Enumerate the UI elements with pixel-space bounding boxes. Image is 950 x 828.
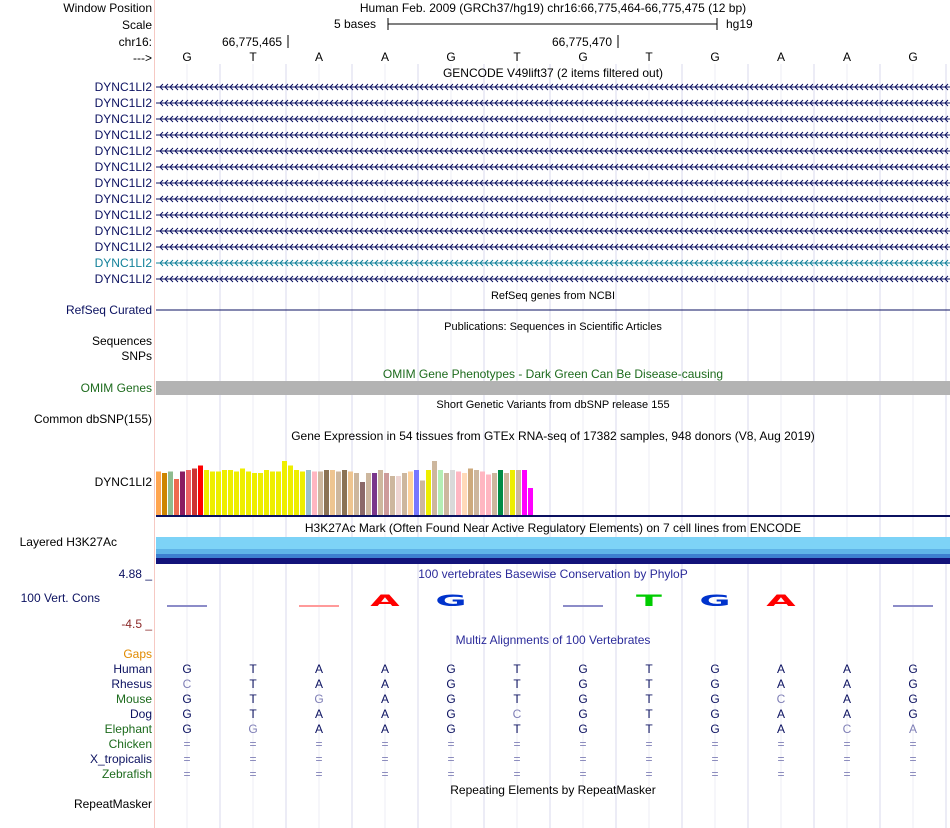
species-label-elephant[interactable]: Elephant [104, 722, 152, 736]
gtex-tissue-bar [294, 470, 299, 515]
gtex-tissue-bar [444, 473, 449, 515]
alignment-base: A [380, 722, 389, 736]
alignment-base: = [645, 767, 653, 781]
gtex-tissue-bar [222, 470, 227, 515]
gtex-tissue-bar [210, 472, 215, 516]
alignment-base: = [513, 752, 521, 766]
gtex-tissue-bar [438, 470, 443, 515]
gtex-tissue-bar [192, 469, 197, 516]
alignment-base: = [645, 737, 653, 751]
track-labels-panel [0, 0, 152, 828]
h3k27ac-band [156, 537, 950, 549]
alignment-base: = [579, 767, 587, 781]
alignment-base: G [182, 707, 192, 721]
gencode-row-label[interactable]: DYNC1LI2 [94, 240, 152, 254]
gtex-tissue-bar [432, 461, 437, 515]
label-separator [154, 0, 155, 828]
refseq-curated-label[interactable]: RefSeq Curated [65, 303, 152, 317]
alignment-base: C [842, 722, 852, 736]
alignment-base: T [645, 707, 653, 721]
gtex-tissue-bar [156, 472, 161, 516]
alignment-base: T [249, 662, 257, 676]
window-position-label[interactable]: Window Position [63, 1, 152, 15]
gtex-tissue-bar [180, 472, 185, 516]
alignment-base: C [512, 707, 522, 721]
alignment-base: = [645, 752, 653, 766]
alignment-base: A [380, 707, 389, 721]
scale-bar-text: 5 bases [334, 17, 377, 31]
gtex-tissue-bar [420, 481, 425, 516]
alignment-base: G [446, 707, 456, 721]
h3k27ac-band [156, 549, 950, 554]
species-label-x_tropicalis[interactable]: X_tropicalis [89, 752, 152, 766]
phylop-track-title: 100 vertebrates Basewise Conservation by PhyloP [418, 567, 688, 581]
gencode-row-label[interactable]: DYNC1LI2 [94, 128, 152, 142]
alignment-base: A [314, 722, 323, 736]
phylop-letter: A [766, 591, 796, 610]
h3k27ac-band [156, 554, 950, 558]
gtex-tissue-bar [336, 472, 341, 516]
alignment-base: T [249, 707, 257, 721]
reference-base: A [776, 50, 785, 64]
alignment-base: T [645, 662, 653, 676]
chrom-label[interactable]: chr16: [118, 35, 152, 49]
alignment-base: G [182, 722, 192, 736]
alignment-base: G [710, 692, 720, 706]
data-tracks-panel[interactable] [156, 0, 950, 828]
reference-base: A [314, 50, 323, 64]
gencode-row-label[interactable]: DYNC1LI2 [94, 272, 152, 286]
alignment-base: T [645, 677, 653, 691]
gtex-tissue-bar [486, 475, 491, 516]
gencode-row-label[interactable]: DYNC1LI2 [94, 176, 152, 190]
phylop-low-score-bar [299, 605, 339, 607]
repeatmasker-track-title: Repeating Elements by RepeatMasker [450, 783, 656, 797]
species-label-rhesus[interactable]: Rhesus [111, 677, 152, 691]
sequences-label[interactable]: Sequences [91, 334, 152, 348]
gencode-row-label[interactable]: DYNC1LI2 [94, 256, 152, 270]
omim-gene-bar [156, 381, 950, 395]
alignment-base: = [381, 752, 389, 766]
gtex-tissue-bar [228, 470, 233, 515]
repeatmasker-label[interactable]: RepeatMasker [73, 797, 152, 811]
omim-track-title: OMIM Gene Phenotypes - Dark Green Can Be Disease-causing [382, 367, 724, 381]
alignment-base: = [909, 767, 917, 781]
gtex-tissue-bar [342, 470, 347, 515]
alignment-base: = [315, 752, 323, 766]
gtex-tissue-bar [186, 470, 191, 515]
gtex-tissue-bar [306, 470, 311, 515]
alignment-base: G [248, 722, 258, 736]
alignment-base: = [711, 767, 719, 781]
alignment-base: = [843, 737, 851, 751]
alignment-base: G [710, 707, 720, 721]
phylop-ymax-label: 4.88 _ [118, 567, 152, 581]
alignment-base: G [710, 662, 720, 676]
publications-track-title: Publications: Sequences in Scientific Articles [444, 321, 662, 333]
alignment-base: = [513, 767, 521, 781]
alignment-base: = [447, 737, 455, 751]
alignment-base: G [710, 677, 720, 691]
alignment-base: A [776, 677, 785, 691]
gtex-tissue-bar [348, 472, 353, 516]
gencode-row-label[interactable]: DYNC1LI2 [94, 160, 152, 174]
alignment-base: = [447, 752, 455, 766]
species-label-zebrafish[interactable]: Zebrafish [101, 767, 152, 781]
h3k27ac-band [156, 558, 950, 564]
alignment-base: = [315, 767, 323, 781]
alignment-base: T [513, 692, 521, 706]
alignment-base: = [579, 737, 587, 751]
scale-label[interactable]: Scale [121, 18, 152, 32]
phylop-letter: G [699, 591, 731, 610]
alignment-base: A [380, 662, 389, 676]
gtex-tissue-bar [390, 476, 395, 515]
strand-arrow-label[interactable]: ---> [133, 51, 152, 65]
gtex-tissue-bar [450, 470, 455, 515]
gtex-tissue-bar [492, 473, 497, 515]
alignment-base: T [645, 692, 653, 706]
gtex-tissue-bar [324, 470, 329, 515]
gtex-tissue-bar [414, 470, 419, 515]
alignment-base: G [446, 677, 456, 691]
gtex-tissue-bar [498, 470, 503, 515]
alignment-base: T [249, 692, 257, 706]
gtex-tissue-bar [270, 472, 275, 516]
gtex-tissue-bar [408, 472, 413, 516]
gtex-tissue-bar [474, 470, 479, 515]
gtex-tissue-bar [426, 470, 431, 515]
gtex-tissue-bar [240, 469, 245, 516]
omim-genes-label[interactable]: OMIM Genes [80, 381, 152, 395]
alignment-base: G [446, 722, 456, 736]
alignment-base: A [842, 662, 851, 676]
gtex-tissue-bar [366, 473, 371, 515]
alignment-base: A [314, 677, 323, 691]
gaps-label: Gaps [123, 647, 152, 661]
alignment-base: = [381, 737, 389, 751]
phylop-low-score-bar [563, 605, 603, 607]
alignment-base: G [446, 692, 456, 706]
alignment-base: = [249, 767, 257, 781]
reference-base: A [842, 50, 851, 64]
alignment-base: = [183, 752, 191, 766]
reference-base: T [513, 50, 521, 64]
alignment-base: A [776, 707, 785, 721]
gencode-row-label[interactable]: DYNC1LI2 [94, 112, 152, 126]
alignment-base: G [578, 677, 588, 691]
gtex-tissue-bar [360, 482, 365, 515]
alignment-base: A [776, 662, 785, 676]
alignment-base: T [513, 677, 521, 691]
alignment-base: A [842, 692, 851, 706]
alignment-base: T [249, 677, 257, 691]
h3k27ac-track-title: H3K27Ac Mark (Often Found Near Active Regulatory Elements) on 7 cell lines from ENCODE [304, 521, 802, 535]
gtex-tissue-bar [252, 473, 257, 515]
alignment-base: = [513, 737, 521, 751]
gtex-tissue-bar [402, 473, 407, 515]
gtex-tissue-bar [456, 472, 461, 516]
alignment-base: A [842, 677, 851, 691]
alignment-base: = [777, 737, 785, 751]
scale-db-text: hg19 [726, 17, 753, 31]
gtex-tissue-bar [480, 472, 485, 516]
alignment-base: C [776, 692, 786, 706]
reference-base: T [645, 50, 653, 64]
gtex-tissue-bar [288, 466, 293, 516]
gtex-tissue-bar [276, 472, 281, 516]
alignment-base: = [843, 767, 851, 781]
alignment-base: = [711, 752, 719, 766]
gtex-tissue-bar [504, 473, 509, 515]
gtex-tissue-bar [168, 472, 173, 516]
reference-base: G [578, 50, 588, 64]
gtex-tissue-bar [462, 473, 467, 515]
alignment-base: T [513, 662, 521, 676]
gencode-row-label[interactable]: DYNC1LI2 [94, 224, 152, 238]
species-label-dog[interactable]: Dog [129, 707, 152, 721]
tracks-canvas [156, 0, 950, 828]
gtex-gene-label[interactable]: DYNC1LI2 [94, 475, 152, 489]
reference-base: T [249, 50, 257, 64]
dbsnp-track-title: Short Genetic Variants from dbSNP release 155 [436, 399, 670, 411]
alignment-base: G [908, 662, 918, 676]
alignment-base: C [182, 677, 192, 691]
alignment-base: A [380, 677, 389, 691]
position-tick-1: 66,775,465 [222, 35, 283, 49]
alignment-base: G [446, 662, 456, 676]
alignment-base: G [578, 707, 588, 721]
alignment-base: = [777, 752, 785, 766]
gtex-tissue-bar [516, 470, 521, 515]
alignment-base: G [578, 662, 588, 676]
gtex-tissue-bar [468, 469, 473, 516]
gtex-tissue-bar [174, 479, 179, 515]
gtex-tissue-bar [510, 470, 515, 515]
gencode-track-title: GENCODE V49lift37 (2 items filtered out) [442, 66, 664, 80]
gtex-tissue-bar [300, 472, 305, 516]
gtex-tissue-bar [246, 472, 251, 516]
alignment-base: = [183, 737, 191, 751]
phylop-low-score-bar [167, 605, 207, 607]
alignment-base: = [909, 752, 917, 766]
alignment-base: = [777, 767, 785, 781]
alignment-base: = [579, 752, 587, 766]
alignment-base: G [578, 722, 588, 736]
alignment-base: = [249, 737, 257, 751]
phylop-letter: T [636, 591, 662, 610]
alignment-base: A [314, 662, 323, 676]
gtex-tissue-bar [312, 472, 317, 516]
alignment-base: = [249, 752, 257, 766]
alignment-base: = [183, 767, 191, 781]
alignment-base: = [843, 752, 851, 766]
layered-h3k27ac-label[interactable]: Layered H3K27Ac [19, 535, 117, 549]
species-label-human[interactable]: Human [113, 662, 152, 676]
reference-base: G [908, 50, 918, 64]
phylop-low-score-bar [893, 605, 933, 607]
gtex-tissue-bar [258, 473, 263, 515]
gtex-tissue-bar [378, 470, 383, 515]
gtex-tissue-bar [318, 472, 323, 516]
alignment-base: = [711, 737, 719, 751]
alignment-base: A [314, 707, 323, 721]
alignment-base: = [315, 737, 323, 751]
reference-base: A [380, 50, 389, 64]
gtex-track-title: Gene Expression in 54 tissues from GTEx RNA-seq of 17382 samples, 948 donors (V8, Aug 2019) [291, 429, 815, 443]
gtex-tissue-bar [354, 473, 359, 515]
gtex-tissue-bar [198, 466, 203, 516]
gtex-tissue-bar [216, 472, 221, 516]
gtex-tissue-bar [384, 473, 389, 515]
position-tick-2: 66,775,470 [552, 35, 613, 49]
alignment-base: G [908, 677, 918, 691]
gtex-tissue-bar [282, 461, 287, 515]
alignment-base: = [381, 767, 389, 781]
gtex-tissue-bar [162, 473, 167, 515]
phylop-letter: A [370, 591, 400, 610]
reference-base: G [710, 50, 720, 64]
phylop-letter: G [435, 591, 467, 610]
alignment-base: G [314, 692, 324, 706]
phylop-ymin-label: -4.5 _ [121, 617, 152, 631]
gencode-row-label[interactable]: DYNC1LI2 [94, 96, 152, 110]
reference-base: G [446, 50, 456, 64]
gencode-row-label[interactable]: DYNC1LI2 [94, 208, 152, 222]
phylop-track-label[interactable]: 100 Vert. Cons [20, 591, 100, 605]
gtex-tissue-bar [396, 476, 401, 515]
alignment-base: G [182, 662, 192, 676]
gencode-row-label[interactable]: DYNC1LI2 [94, 192, 152, 206]
gtex-tissue-bar [528, 488, 533, 515]
alignment-base: A [842, 707, 851, 721]
alignment-base: G [182, 692, 192, 706]
gencode-row-label[interactable]: DYNC1LI2 [94, 80, 152, 94]
species-label-mouse[interactable]: Mouse [115, 692, 152, 706]
gtex-tissue-bar [330, 470, 335, 515]
alignment-base: G [908, 692, 918, 706]
alignment-base: G [710, 722, 720, 736]
alignment-base: = [447, 767, 455, 781]
assembly-position-text: Human Feb. 2009 (GRCh37/hg19) chr16:66,775,464-66,775,475 (12 bp) [359, 1, 747, 15]
snps-label[interactable]: SNPs [121, 349, 152, 363]
alignment-base: A [380, 692, 389, 706]
refseq-track-title: RefSeq genes from NCBI [490, 290, 616, 302]
gencode-row-label[interactable]: DYNC1LI2 [94, 144, 152, 158]
alignment-base: G [908, 707, 918, 721]
gtex-tissue-bar [372, 473, 377, 515]
gtex-tissue-bar [234, 472, 239, 516]
reference-base: G [182, 50, 192, 64]
gtex-tissue-bar [522, 470, 527, 515]
gtex-tissue-bar [264, 470, 269, 515]
alignment-base: T [645, 722, 653, 736]
alignment-base: = [909, 737, 917, 751]
alignment-base: T [513, 722, 521, 736]
multiz-track-title: Multiz Alignments of 100 Vertebrates [455, 633, 651, 647]
alignment-base: G [578, 692, 588, 706]
alignment-base: A [776, 722, 785, 736]
species-label-chicken[interactable]: Chicken [108, 737, 152, 751]
gtex-tissue-bar [204, 470, 209, 515]
alignment-base: A [908, 722, 917, 736]
common-dbsnp-label[interactable]: Common dbSNP(155) [33, 412, 152, 426]
